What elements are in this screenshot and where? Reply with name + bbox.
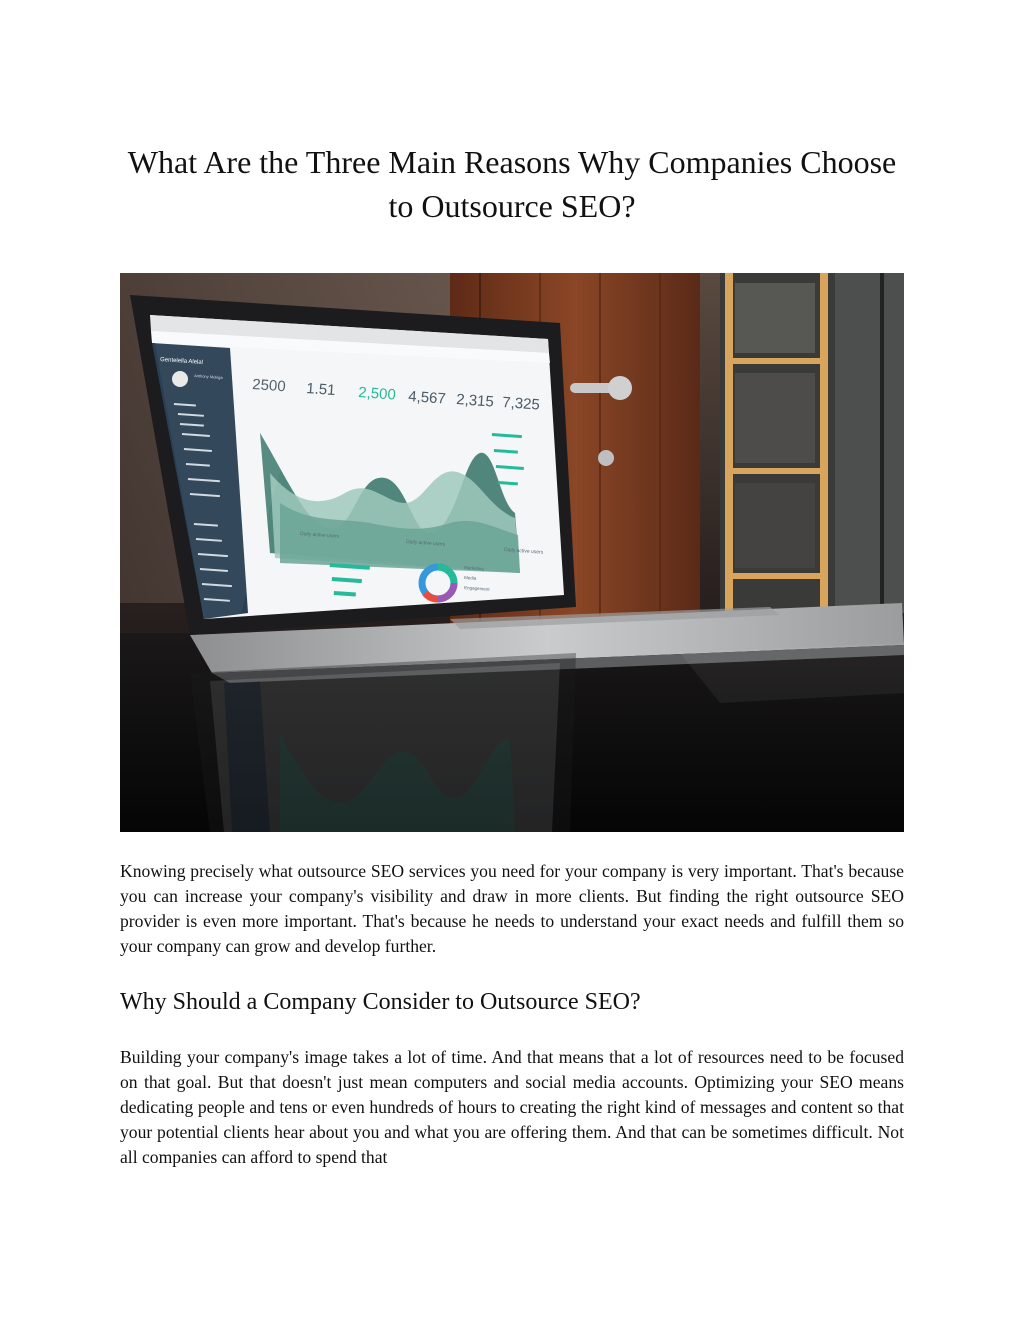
svg-text:Anthony Mukiga: Anthony Mukiga — [193, 373, 223, 380]
svg-text:7,325: 7,325 — [501, 394, 541, 414]
svg-text:2,315: 2,315 — [455, 391, 495, 411]
section-paragraph: Building your company's image takes a lot of time. And that means that a lot of resources need to be focused on that goal. But that doesn't just mean computers and social media accounts. Optimizing your SEO means dedicating people and tens or even hundreds of hours to creating the right kind of messages and content so that your potential clients hear about you and what you are offering them. And that can be sometimes difficult. Not all companies can afford to spend that — [120, 1047, 904, 1167]
svg-text:Marketing: Marketing — [463, 565, 484, 572]
laptop-reflection — [190, 653, 576, 832]
svg-text:1.51: 1.51 — [305, 380, 337, 400]
svg-text:Engagement: Engagement — [463, 585, 490, 592]
hero-image-laptop-dashboard — [120, 273, 904, 832]
svg-text:Media: Media — [463, 575, 477, 581]
svg-text:Daily active users: Daily active users — [503, 547, 544, 556]
svg-text:2500: 2500 — [251, 376, 287, 396]
section-heading: Why Should a Company Consider to Outsource SEO? — [120, 989, 641, 1015]
svg-text:Daily active users: Daily active users — [405, 539, 446, 548]
section-paragraph-container — [120, 1045, 904, 1173]
intro-paragraph: Knowing precisely what outsource SEO services you need for your company is very important. That's because you can increase your company's visibility and draw in more clients. But finding the right outsource SEO provider is even more important. That's because he needs to understand your exact needs and fulfill them so your company can grow and develop further. — [120, 861, 904, 956]
svg-text:Gentelella Alela!: Gentelella Alela! — [159, 357, 204, 367]
svg-text:2,500: 2,500 — [357, 384, 397, 404]
document-title: What Are the Three Main Reasons Why Companies Choose to Outsource SEO? — [127, 144, 897, 224]
hero-photo — [120, 273, 904, 832]
svg-text:4,567: 4,567 — [407, 388, 447, 408]
svg-text:Daily active users: Daily active users — [299, 531, 340, 540]
